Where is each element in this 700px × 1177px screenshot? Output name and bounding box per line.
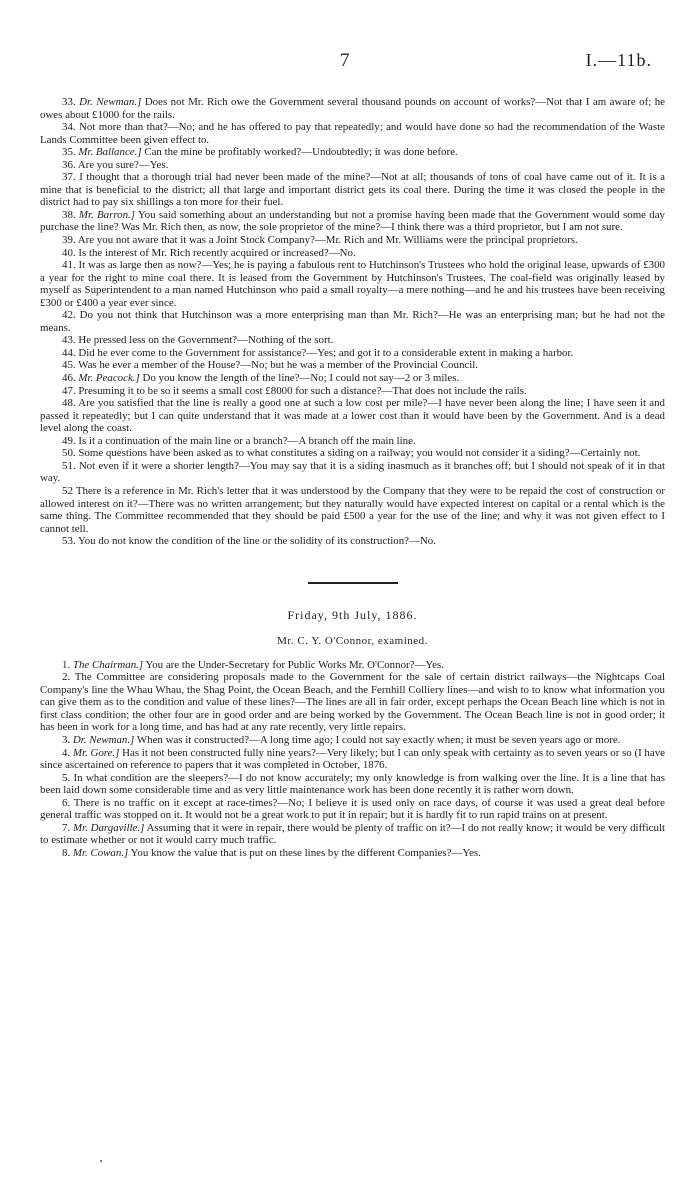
page-header [0,50,700,74]
speaker-name: Dr. Newman.] [72,733,135,746]
question-text: I thought that a thorough trial had never been made of the mine?—Not at all; thousands of tons of coal have came out of it. It is a mine that is beneficial to the district; all that large and important district gets its coal there. During the time it was closed the people in the district had to pay six shillings a ton more for their fuel. [40,171,665,209]
question-text: Has it not been constructed fully nine years?—Very likely; but I can only speak with certainty as to seven years or so (I have since ascertained on reference to papers that it was completed in October, 1876. [40,746,665,772]
speaker-name: Dr. Newman.] [79,96,142,108]
speaker-name: Mr. Cowan.] [72,846,129,859]
question-answer [40,146,665,159]
question-answer [40,372,665,385]
question-answer [40,535,665,548]
question-number: 42. [62,309,76,322]
question-answer [40,797,665,822]
question-answer [40,334,665,347]
question-answer [40,734,665,747]
question-number: 45. [62,359,76,372]
question-number: 8. [62,846,71,859]
question-number: 46. [62,372,76,385]
question-number: 41. [62,259,76,272]
question-text: He pressed less on the Government?—Nothing of the sort. [78,334,334,347]
question-text: Is the interest of Mr. Rich recently acquired or increased?—No. [78,246,356,259]
question-number: 52 [62,484,73,497]
question-text: Some questions have been asked as to what constitutes a siding on a railway; you would not consider it a siding?—Certainly not. [78,447,641,460]
speaker-name: Mr. Gore.] [72,746,120,759]
question-text: There is no traffic on it except at race-times?—No; I believe it is used only on race days, of course it was used a great deal before general traffic was stopped on it. It would not be a great work to put it in repair; but it is hardly fit to run rapid trains on at present. [40,796,666,822]
question-text: Are you not aware that it was a Joint Stock Company?—Mr. Rich and Mr. Williams were the principal proprietors. [77,234,578,247]
question-number: 37. [62,171,76,184]
evidence-section-1 [40,96,665,548]
question-number: 47. [62,384,76,397]
question-text: Do you not think that Hutchinson was a more enterprising man than Mr. Rich?—He was an enterprising man; but he had not the means. [40,309,665,334]
question-number: 40. [62,246,76,259]
document-body [40,96,665,859]
question-text: It was as large then as now?—Yes; he is paying a fabulous rent to Hutchinson's Trustees who hold the original lease, upwards of £300 a year for the right to mine coal there. It is leased from the Government by Hutchinson's Trustees. The coal-field was originally leased by myself as Superintendent to a man named Hutchinson who paid a small royalty—a mere nothing—and he and his trustees have been receiving £300 or £400 a year ever since. [40,259,665,309]
question-answer [40,359,665,372]
question-answer [40,121,665,146]
question-answer [40,234,665,247]
speaker-name: Mr. Peacock.] [78,372,140,385]
question-text: Not even if it were a shorter length?—You may say that it is a siding inasmuch as it branches off; but I should not speak of it in that way. [40,459,665,485]
question-number: 35. [62,146,76,159]
speaker-name: Mr. Dargaville.] [72,821,145,834]
question-text: When was it constructed?—A long time ago; I could not say exactly when; it must be seven years ago or more. [136,733,621,746]
question-number: 36. [62,158,76,171]
question-answer [40,259,665,309]
question-text: There is a reference in Mr. Rich's letter that it was understood by the Company that they were to be repaid the cost of construction or allowed interest on it?—There was no written arrangement; but they naturally would have expected interest on capital or a rental which is the same thing. The Committee recommended that they should be paid £500 a year for the use of the line; and why it was not given effect to I cannot tell. [40,484,666,535]
question-text: The Committee are considering proposals made to the Government for the sale of certain district railways—the Nightcaps Coal Company's line the Whau Whau, the Shag Point, the Ocean Beach, and the Fernhill Colliery lines—and wish to to know what information you can give them as to the condition and value of these lines?—The lines are all in fair order, except perhaps the Ocean Beach line which is not in first class condition; the other four are in good order and are being worked by the Government. The Ocean Beach line is not in good order; it has been in work for a long time, and has had at any rate recently, very little repairs. [40,671,665,734]
question-number: 2. [62,671,71,684]
question-answer [40,671,665,734]
section-divider [308,582,398,584]
question-number: 50. [62,447,76,460]
question-number: 38. [62,208,76,221]
speaker-name: Mr. Ballance.] [78,146,142,159]
question-number: 34. [62,121,76,134]
question-answer [40,96,665,121]
question-answer [40,309,665,334]
question-answer [40,447,665,460]
question-text: You are the Under-Secretary for Public Works Mr. O'Connor?—Yes. [145,658,444,671]
speaker-name: The Chairman.] [72,658,144,671]
question-answer [40,772,665,797]
section-date: Friday, 9th July, 1886. [287,607,418,622]
question-answer [40,659,665,672]
question-answer [40,460,665,485]
question-answer [40,847,665,860]
question-number: 4. [62,746,71,759]
question-text: Are you sure?—Yes. [77,158,169,171]
question-text: Can the mine be profitably worked?—Undoubtedly; it was done before. [144,146,458,159]
question-number: 49. [62,434,76,447]
question-answer [40,397,665,435]
question-text: Does not Mr. Rich owe the Government several thousand pounds on account of works?—Not that I am aware of; he owes about £1000 for the rails. [40,96,665,121]
question-answer [40,159,665,172]
speaker-name: Mr. Barron.] [78,208,136,221]
question-answer [40,171,665,209]
question-number: 53. [62,535,76,548]
question-answer [40,747,665,772]
question-text: Assuming that it were in repair, there would be plenty of traffic on it?—I do not really know; it would be very difficult to estimate whether or not it would carry much traffic. [40,821,665,847]
question-text: You know the value that is put on these lines by the different Companies?—Yes. [130,846,481,859]
question-answer [40,435,665,448]
question-number: 3. [62,733,71,746]
question-answer [40,209,665,234]
question-number: 1. [62,658,71,671]
question-text: Are you satisfied that the line is really a good one at such a low cost per mile?—I have never been along the line; I have seen it and passed it repeatedly; but I can quite understand that it was made at a lower cost than it would have been by the Government. And is a dead level along the coast. [40,397,666,435]
question-answer [40,347,665,360]
question-text: Do you know the length of the line?—No; I could not say—2 or 3 miles. [142,372,460,385]
question-number: 43. [62,334,76,347]
question-text: You do not know the condition of the line or the solidity of its construction?—No. [77,535,436,548]
question-number: 44. [62,346,76,359]
question-answer [40,247,665,260]
scan-speck [100,1160,102,1162]
question-text: Is it a continuation of the main line or a branch?—A branch off the main line. [78,434,416,447]
question-number: 39. [62,234,76,247]
question-number: 5. [62,771,71,784]
question-number: 48. [62,397,76,410]
page-number: 7 [340,50,350,71]
question-answer [40,822,665,847]
document-reference: I.—11b. [585,50,652,70]
question-text: In what condition are the sleepers?—I do not know accurately; my only knowledge is from walking over the line. It is a line that has been laid down some considerable time and as very little maintenance work has been done recently it is rather worn down. [40,771,665,797]
question-text: Not more than that?—No; and he has offered to pay that repeatedly; and would have done so had the recommendation of the Waste Lands Committee been given effect to. [40,121,665,146]
witness-heading: Mr. C. Y. O'Connor, examined. [277,634,428,647]
question-text: Presuming it to be so it seems a small cost £8000 for such a distance?—That does not include the rails. [78,384,527,397]
question-text: You said something about an understanding but not a promise having been made that the Government would some day purchase the line? Was Mr. Rich then, as now, the sole proprietor of the mine?—I think there was a third proprietor, but I am not sure. [40,208,665,234]
question-number: 7. [62,821,71,834]
question-text: Was he ever a member of the House?—No; but he was a member of the Provincial Council. [78,359,478,372]
question-answer [40,385,665,398]
question-text: Did he ever come to the Government for assistance?—Yes; and got it to a considerable extent in making a harbor. [78,346,574,359]
evidence-section-2 [40,659,665,860]
question-number: 33. [62,96,76,108]
question-number: 51. [62,459,76,472]
question-answer [40,485,665,535]
question-number: 6. [62,796,71,809]
